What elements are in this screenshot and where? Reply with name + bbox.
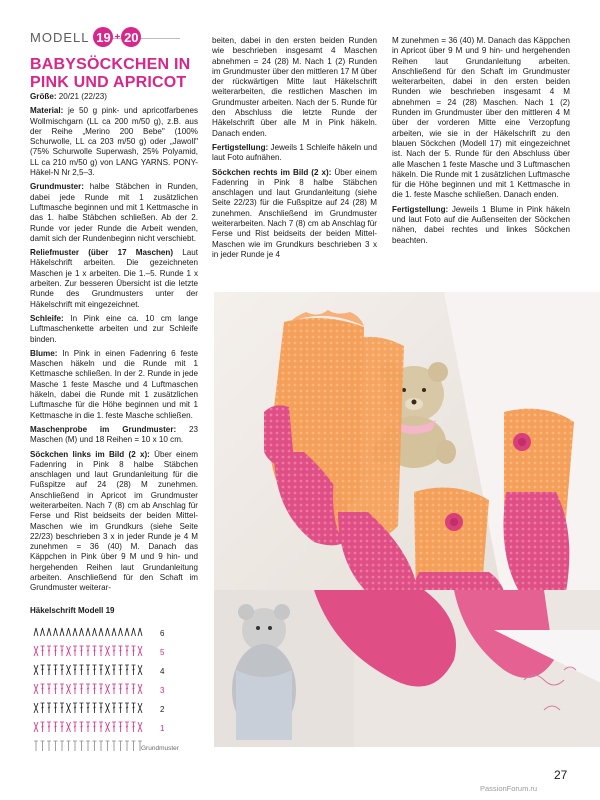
chart-stitch [73,722,77,732]
chart-stitch [93,722,97,732]
chart-stitch [112,628,116,636]
chart-stitch [106,703,110,713]
chart-stitch [99,646,103,656]
chart-row-label: 4 [160,667,165,676]
chart-stitch [80,703,84,713]
chart-stitch [41,703,45,713]
modell-plus: + [114,31,121,43]
chart-stitch [125,684,129,694]
chart-stitch [60,722,64,732]
chart-stitch [93,665,97,675]
chart-stitch [132,665,136,675]
grundmuster-text: halbe Stäbchen in Runden, dabei jede Runde mit 1 zusätzlichen Luftmasche beginnen und mit 1 Kettmasche in das 1. halbe Stäbchen schließen. Ab der 2. Runde vor jeder Runde die Arbeit wenden, damit sich der Rundenbeginn nicht verschiebt. [30,182,198,243]
chart-stitch [119,665,123,675]
chart-stitch [106,646,110,656]
chart-base-stitch [60,741,64,751]
chart-stitch [86,684,90,694]
fertigstellung-label-1: Fertigstellung: [212,142,269,152]
teddy-photo [214,590,600,747]
chart-stitch [99,722,103,732]
chart-stitch [54,684,58,694]
chart-stitch [99,628,103,636]
chart-stitch [80,665,84,675]
chart-stitch [138,722,142,732]
chart-row-label: 1 [160,724,165,733]
chart-stitch [119,684,123,694]
chart-stitch [47,684,51,694]
chart-stitch [138,665,142,675]
chart-stitch [86,703,90,713]
chart-stitch [99,703,103,713]
chart-stitch [132,684,136,694]
chart-base-stitch [54,741,58,751]
chart-stitch [132,646,136,656]
relief-label: Reliefmuster (über 17 Maschen) [30,248,174,258]
chart-stitch [125,628,129,636]
fertigstellung-text-2: Jeweils 1 Blume in Pink häkeln und laut Foto auf die Außenseiten der Söckchen nähen, dabei rechtes und linkes Söckchen beachten. [392,204,570,245]
chart-stitch [73,684,77,694]
chart-stitch [80,628,84,636]
chart-stitch [125,703,129,713]
chart-stitch [73,703,77,713]
size-label: Größe: [30,92,57,101]
chart-stitch [112,646,116,656]
chart-stitch [41,684,45,694]
chart-stitch [106,684,110,694]
chart-stitch [54,665,58,675]
chart-stitch [93,703,97,713]
chart-base-stitch [119,741,123,751]
chart-stitch [106,665,110,675]
chart-stitch [132,722,136,732]
size-text: 20/21 (22/23) [56,92,107,101]
chart-base-stitch [73,741,77,751]
chart-title: Häkelschrift Modell 19 [30,606,115,615]
chart-stitch [86,646,90,656]
crochet-chart [30,618,200,758]
modell-number-19: 19 [93,27,113,47]
chart-row-label: 6 [160,629,165,638]
chart-stitch [34,646,38,656]
chart-base-stitch [112,741,116,751]
chart-base-stitch [41,741,45,751]
blume-label: Blume: [30,348,58,358]
chart-stitch [67,628,71,636]
chart-base-stitch [86,741,90,751]
chart-row-label: 3 [160,686,165,695]
chart-stitch [99,665,103,675]
chart-stitch [93,684,97,694]
chart-stitch [47,628,51,636]
chart-stitch [47,703,51,713]
article-title: BABYSÖCKCHEN IN PINK UND APRICOT [30,56,191,91]
chart-base-stitch [125,741,129,751]
chart-stitch [41,665,45,675]
chart-stitch [86,722,90,732]
chart-base-stitch [67,741,71,751]
chart-stitch [54,628,58,636]
chart-stitch [119,628,123,636]
schleife-text: In Pink eine ca. 10 cm lange Luftmaschenkette arbeiten und zur Schleife binden. [30,313,198,344]
chart-base-stitch [99,741,103,751]
chart-stitch [34,703,38,713]
chart-stitch [93,628,97,636]
chart-stitch [67,703,71,713]
chart-stitch [125,665,129,675]
fertigstellung-label-2: Fertigstellung: [392,204,449,214]
chart-stitch [80,684,84,694]
watermark: PassionForum.ru [480,784,538,793]
chart-row-label: 5 [160,648,165,657]
chart-stitch [67,722,71,732]
relief-text: Laut Häkelschrift arbeiten. Die gezeichneten Maschen je 1 x arbeiten. Die 1.–5. Runde 1 x arbeiten. Zur besseren Übersicht ist die letzte Runde des Grundmusters unter der Häkelschrift mit eingezeichnet. [30,248,198,309]
chart-stitch [73,646,77,656]
chart-stitch [34,684,38,694]
material-label: Material: [30,106,64,116]
material-text: je 50 g pink- und apricotfarbenes Wollmischgarn (LL ca 200 m/50 g), z.B. aus der Reihe „Merino 200 Bebe" (100% Schurwolle, LL ca 203 m/50 g) oder „Jawoll" (75% Schurwolle Superwash, 25% Polyamid, LL ca 210 m/50 g) von LANG YARNS. PONY-Häkel-N Nr 2,5–3. [30,106,198,178]
chart-stitch [86,628,90,636]
maschenprobe-label: Maschenprobe im Grundmuster: [30,424,177,434]
chart-base-stitch [106,741,110,751]
chart-row-label: 2 [160,705,165,714]
rechts-text: Über einem Fadenring in Pink 8 halbe Stäbchen anschlagen und laut Grundanleitung (siehe Seite 22/23) für die Fußspitze auf 24 (28) M zunehmen. Anschließend im Grundmuster weiterarbeiten. Nach 7 (8) cm ab Anschlag für Ferse und Rist beidseits der beiden Mittel-Maschen wie im Grundkurs beschrieben 3 x in jeder Runde je 4 [212,167,377,259]
chart-stitch [67,665,71,675]
modell-header [30,30,141,44]
chart-stitch [34,722,38,732]
maschenprobe-text: 23 Maschen (M) und 18 Reihen = 10 x 10 cm. [30,424,198,445]
rechts-label: Söckchen rechts im Bild (2 x): [212,167,332,177]
page-number: 27 [554,768,568,782]
chart-stitch [125,722,129,732]
links-label: Söckchen links im Bild (2 x): [30,449,150,459]
chart-stitch [119,646,123,656]
text-column-3 [392,36,570,250]
chart-stitch [60,684,64,694]
fertigstellung-text-1: Jeweils 1 Schleife häkeln und laut Foto aufnähen. [212,142,377,163]
chart-stitch [112,665,116,675]
blume-text: In Pink in einen Fadenring 6 feste Maschen häkeln und die Runde mit 1 Kettmasche schließen. In der 2. Runde in jede Masche 1 feste Masche und 4 Luftmaschen häkeln, dabei die Runde mit 1 zusätzlichen Luftmasche für die Höhe beginnen und mit 1 Kettmasche in die 1. feste Masche schließen. [30,348,198,420]
modell-number-20: 20 [121,27,141,47]
text-column-1 [30,92,198,598]
chart-stitch [41,628,45,636]
chart-stitch [34,628,38,636]
chart-stitch [112,703,116,713]
chart-stitch [54,703,58,713]
chart-base-stitch [93,741,97,751]
chart-stitch [132,628,136,636]
chart-stitch [73,665,77,675]
chart-base-stitch [132,741,136,751]
chart-stitch [119,703,123,713]
modell-label: MODELL [30,30,93,45]
chart-stitch [34,665,38,675]
sock-right [504,409,575,610]
chart-stitch [138,703,142,713]
chart-stitch [93,646,97,656]
chart-stitch [41,646,45,656]
chart-stitch [60,665,64,675]
chart-stitch [132,703,136,713]
chart-base-stitch [34,741,38,751]
col2-paragraph: beiten, dabei in den ersten beiden Runden wie beschrieben insgesamt 4 Maschen abnehmen = 24 (28) M. Nach 1 (2) Runden im Grundmuster über den mittleren 17 M über der rückwärtigen Mitte laut Häkelschrift weiterarbeiten, die restlichen Maschen im Grundmuster arbeiten. Nach der 5. Runde für den Abschluss die letzte Runde der Häkelschrift über alle M in Pink häkeln. Danach enden. [212,36,377,138]
text-column-2 [212,36,377,264]
chart-stitch [47,646,51,656]
chart-stitch [99,684,103,694]
chart-stitch [67,646,71,656]
chart-stitch [106,722,110,732]
col3-paragraph: M zunehmen = 36 (40) M. Danach das Käppchen in Apricot über 9 M und 9 hin- und hergehenden Reihen laut Grundanleitung arbeiten. Anschließend für den Schaft im Grundmuster weiterarbeiten, dabei in den ersten beiden Runden wie beschrieben insgesamt 4 M abnehmen = 24 (28) Maschen. Nach 1 (2) Runden im Grundmuster über den mittleren 4 M über der vorderen Mitte eine Verzopfung arbeiten, wie sie in der Häkelschrift zu den blauen Söckchen (Modell 17) mit eingezeichnet ist. Nach der 5. Runde für den Abschluss über alle Maschen 1 feste Masche und 3 Luftmaschen häkeln. Die Runde mit 1 zusätzlichen Luftmasche für die Höhe beginnen und mit 1 Kettmasche in die 1. feste Masche schließen. Danach enden. [392,36,570,200]
chart-stitch [138,684,142,694]
chart-stitch [119,722,123,732]
schleife-label: Schleife: [30,313,64,323]
chart-stitch [47,722,51,732]
chart-stitch [80,646,84,656]
chart-stitch [47,665,51,675]
chart-stitch [125,646,129,656]
chart-stitch [73,628,77,636]
chart-stitch [112,684,116,694]
chart-stitch [54,646,58,656]
chart-stitch [86,665,90,675]
chart-stitch [138,646,142,656]
chart-stitch [60,628,64,636]
chart-stitch [60,703,64,713]
chart-base-stitch [80,741,84,751]
chart-stitch [67,684,71,694]
grundmuster-label: Grundmuster: [30,182,84,192]
chart-stitch [60,646,64,656]
links-text: Über einem Fadenring in Pink 8 halbe Stäbchen anschlagen und laut Grundanleitung für die Fußspitze auf 24 (28) M zunehmen. Anschließend in Apricot im Grundmuster weiterarbeiten. Nach 7 (8) cm ab Anschlag für Ferse und Rist beidseits der beiden Mittel-Maschen wie im Grundkurs (siehe Seite 22/23) beschrieben 3 x in jeder Runde je 4 M zunehmen = 36 (40) M. Danach das Käppchen in Pink über 9 M und 9 hin- und hergehenden Reihen laut Grundanleitung arbeiten. Anschließend für den Schaft im Grundmuster weiterar- [30,449,198,593]
grundmuster-caption: Grundmuster [141,745,179,752]
chart-stitch [80,722,84,732]
chart-stitch [106,628,110,636]
chart-stitch [54,722,58,732]
chart-stitch [138,628,142,636]
chart-stitch [41,722,45,732]
chart-base-stitch [47,741,51,751]
chart-stitch [112,722,116,732]
